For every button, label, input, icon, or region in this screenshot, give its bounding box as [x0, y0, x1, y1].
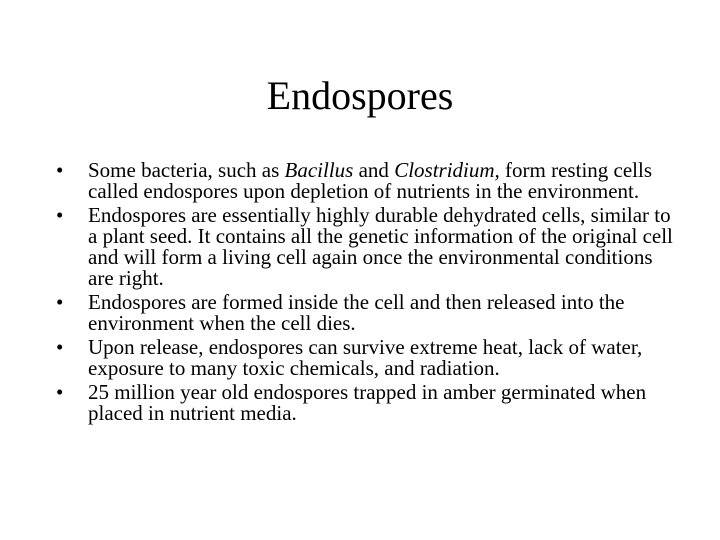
bullet-item: [56, 382, 676, 424]
bullet-text: 25 million year old endospores trapped in amber germinated when placed in nutrient media.: [88, 380, 647, 425]
bullet-text: Endospores are essentially highly durable dehydrated cells, similar to a plant seed. It contains all the genetic information of the original cell and will form a living cell again once the environmental conditions are right.: [88, 203, 673, 290]
bullet-item: [56, 292, 676, 334]
bullet-marker: •: [56, 335, 64, 359]
bullet-item: [56, 205, 676, 289]
bullet-text-part: form resting cells called endospores upon depletion of nutrients in the environment.: [88, 158, 653, 203]
bullet-item: [56, 337, 676, 379]
bullet-list: [56, 160, 676, 427]
bullet-marker: •: [56, 203, 64, 227]
bullet-text: Endospores are formed inside the cell and then released into the environment when the cell dies.: [88, 290, 625, 335]
bullet-item: [56, 160, 676, 202]
bullet-marker: •: [56, 158, 64, 182]
bullet-text-part: and: [353, 158, 395, 182]
bullet-text-part: Some bacteria, such as: [88, 158, 285, 182]
bullet-text: [88, 158, 652, 203]
slide-title: Endospores: [266, 73, 454, 118]
genus-clostridium: Clostridium,: [394, 158, 500, 182]
bullet-marker: •: [56, 380, 64, 404]
genus-bacillus: Bacillus: [284, 158, 354, 182]
bullet-marker: •: [56, 290, 64, 314]
bullet-text: Upon release, endospores can survive extreme heat, lack of water, exposure to many toxic chemicals, and radiation.: [88, 335, 643, 380]
